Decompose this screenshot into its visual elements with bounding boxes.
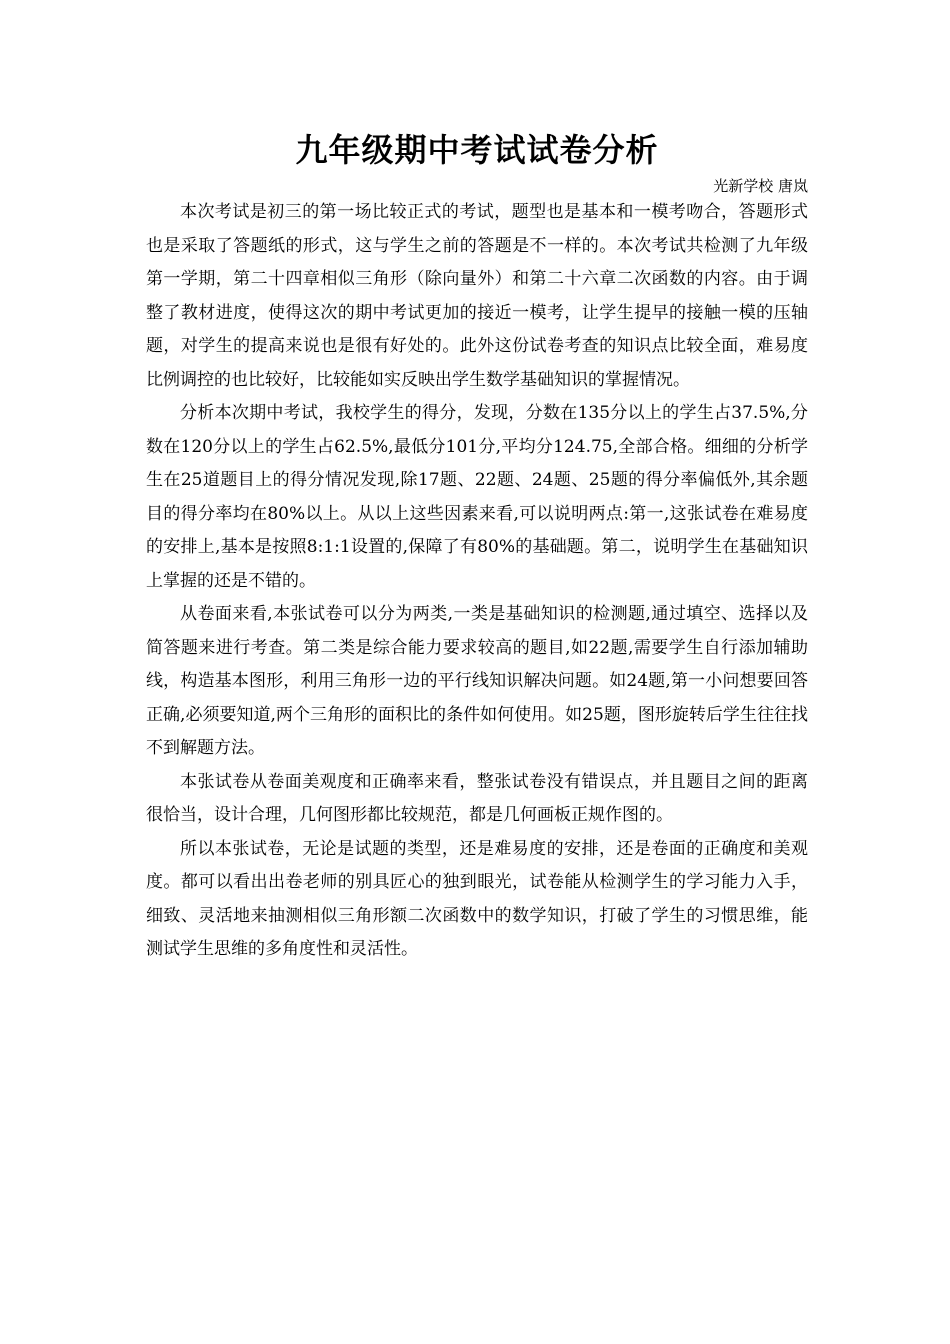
paragraph-conclusion: 所以本张试卷，无论是试题的类型，还是难易度的安排，还是卷面的正确度和美观度。都可以看出出卷老师的别具匠心的独到眼光，试卷能从检测学生的学习能力入手，细致、灵活地来抽测相似三角形额二次函数中的数学知识，打破了学生的习惯思维，能测试学生思维的多角度性和灵活性。: [146, 838, 808, 959]
paragraph-score-analysis: 分析本次期中考试，我校学生的得分，发现，分数在135分以上的学生占37.5%,分数在120分以上的学生占62.5%,最低分101分,平均分124.75,全部合格。细细的分析学生在25道题目上的得分情况发现,除17题、22题、24题、25题的得分率偏低外,其余题目的得分率均在80%以上。从以上这些因素来看,可以说明两点:第一,这张试卷在难易度的安排上,基本是按照8:1:1设置的,保障了有80%的基础题。第二，说明学生在基础知识上掌握的还是不错的。: [146, 403, 808, 591]
document-body: [146, 126, 808, 967]
paragraph-overview: 本次考试是初三的第一场比较正式的考试，题型也是基本和一模考吻合，答题形式也是采取了答题纸的形式，这与学生之前的答题是不一样的。本次考试共检测了九年级第一学期，第二十四章相似三角形（除向量外）和第二十六章二次函数的内容。由于调整了教材进度，使得这次的期中考试更加的接近一模考，让学生提早的接触一模的压轴题，对学生的提高来说也是很有好处的。此外这份试卷考查的知识点比较全面，难易度比例调控的也比较好，比较能如实反映出学生数学基础知识的掌握情况。: [146, 202, 808, 390]
document-title: 九年级期中考试试卷分析: [295, 131, 659, 169]
paragraph-layout-quality: 本张试卷从卷面美观度和正确率来看，整张试卷没有错误点，并且题目之间的距离很恰当，设计合理，几何图形都比较规范，都是几何画板正规作图的。: [146, 771, 808, 825]
paragraph-question-types: 从卷面来看,本张试卷可以分为两类,一类是基础知识的检测题,通过填空、选择以及简答题来进行考查。第二类是综合能力要求较高的题目,如22题,需要学生自行添加辅助线，构造基本图形，利用三角形一边的平行线知识解决问题。如24题,第一小问想要回答正确,必须要知道,两个三角形的面积比的条件如何使用。如25题，图形旋转后学生往往找不到解题方法。: [146, 604, 808, 758]
author-line: 光新学校 唐岚: [713, 177, 808, 195]
